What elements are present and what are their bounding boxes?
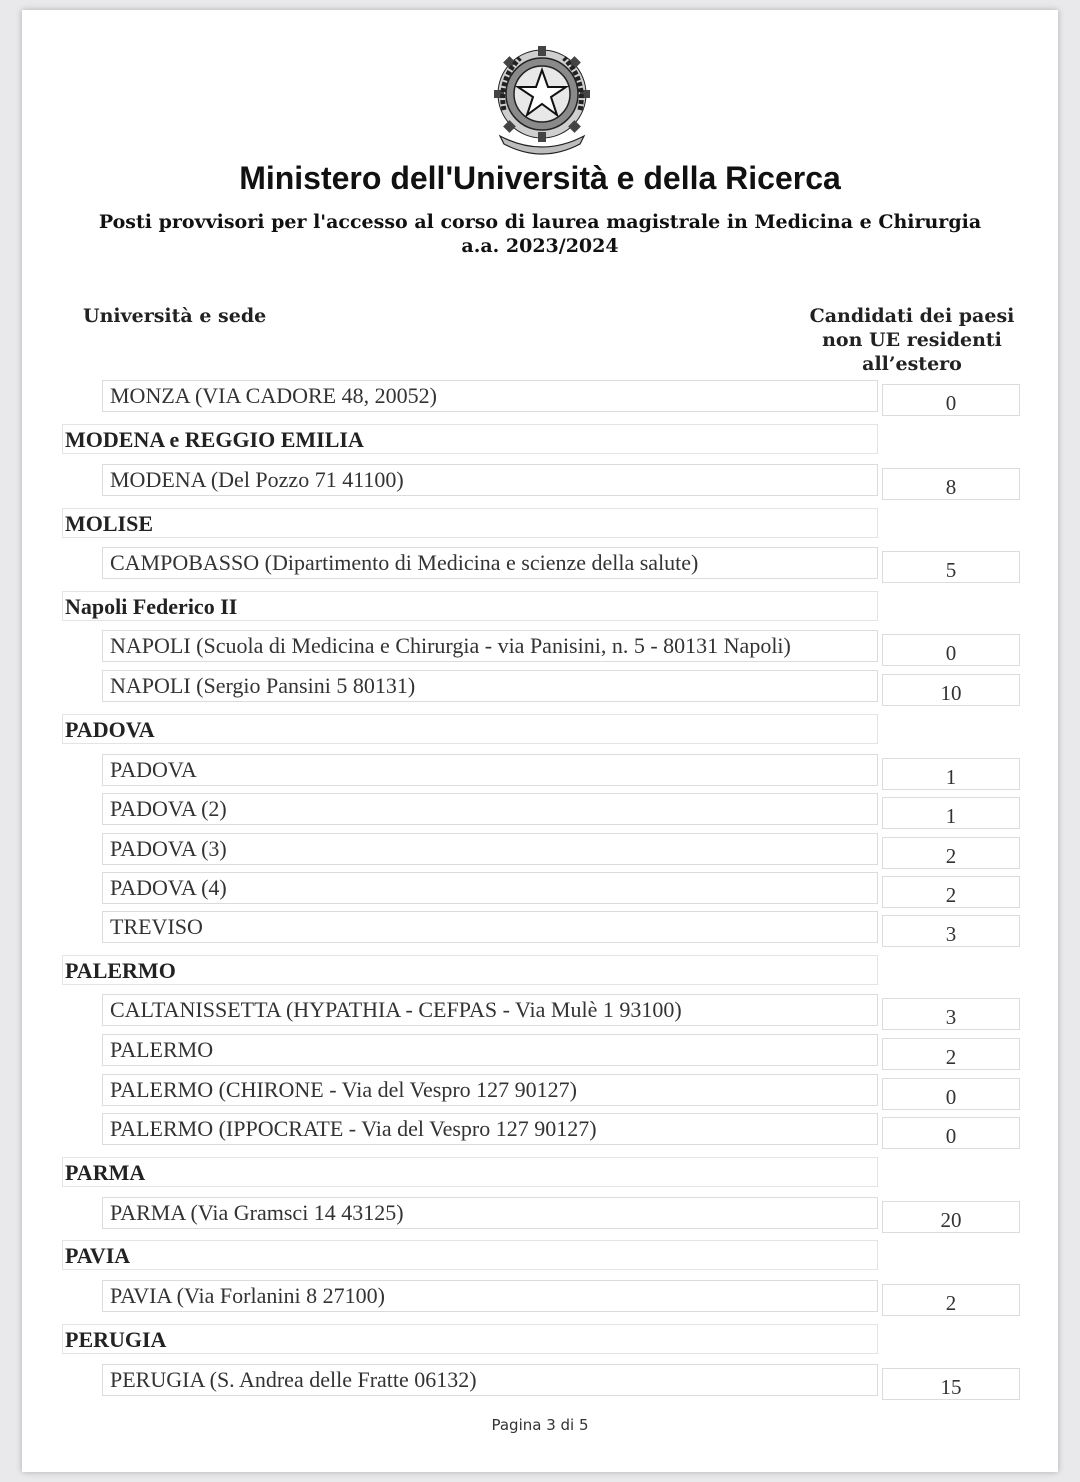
university-row: PERUGIA xyxy=(62,1324,878,1354)
seats-table xyxy=(22,10,1058,1472)
campus-row-label: PADOVA (2) xyxy=(102,793,878,825)
column-header-candidates-line-2: non UE residenti xyxy=(822,329,1002,351)
campus-row-seats: 20 xyxy=(882,1201,1020,1233)
campus-row-label: PERUGIA (S. Andrea delle Fratte 06132) xyxy=(102,1364,878,1396)
university-row: PADOVA xyxy=(62,714,878,744)
campus-row-seats: 2 xyxy=(882,1284,1020,1316)
campus-row-label: PADOVA (3) xyxy=(102,833,878,865)
campus-row-seats: 0 xyxy=(882,634,1020,666)
university-row: MODENA e REGGIO EMILIA xyxy=(62,424,878,454)
campus-row-seats: 3 xyxy=(882,998,1020,1030)
campus-row-seats: 2 xyxy=(882,876,1020,908)
campus-row-label: TREVISO xyxy=(102,911,878,943)
campus-row-label: CAMPOBASSO (Dipartimento di Medicina e scienze della salute) xyxy=(102,547,878,579)
campus-row-label: PAVIA (Via Forlanini 8 27100) xyxy=(102,1280,878,1312)
campus-row-label: PADOVA xyxy=(102,754,878,786)
university-row: MOLISE xyxy=(62,508,878,538)
campus-row-label: CALTANISSETTA (HYPATHIA - CEFPAS - Via Mulè 1 93100) xyxy=(102,994,878,1026)
document-page xyxy=(22,10,1058,1472)
campus-row-label: PALERMO (IPPOCRATE - Via del Vespro 127 90127) xyxy=(102,1113,878,1145)
campus-row-seats: 8 xyxy=(882,468,1020,500)
campus-row-label: PALERMO xyxy=(102,1034,878,1066)
campus-row-seats: 0 xyxy=(882,1078,1020,1110)
subtitle-line-2: a.a. 2023/2024 xyxy=(461,235,619,257)
university-row: PAVIA xyxy=(62,1240,878,1270)
subtitle-line-1: Posti provvisori per l'accesso al corso di laurea magistrale in Medicina e Chirurgia xyxy=(98,211,982,233)
university-row: Napoli Federico II xyxy=(62,591,878,621)
page-number: Pagina 3 di 5 xyxy=(491,1416,589,1434)
campus-row-label: NAPOLI (Scuola di Medicina e Chirurgia - via Panisini, n. 5 - 80131 Napoli) xyxy=(102,630,878,662)
campus-row-seats: 2 xyxy=(882,837,1020,869)
campus-row-label: NAPOLI (Sergio Pansini 5 80131) xyxy=(102,670,878,702)
campus-row-seats: 1 xyxy=(882,758,1020,790)
ministry-title: Ministero dell'Università e della Ricerca xyxy=(239,160,841,196)
campus-row-seats: 0 xyxy=(882,384,1020,416)
campus-row-seats: 2 xyxy=(882,1038,1020,1070)
campus-row-seats: 3 xyxy=(882,915,1020,947)
campus-row-seats: 15 xyxy=(882,1368,1020,1400)
column-header-candidates-line-1: Candidati dei paesi xyxy=(809,305,1015,327)
campus-row-seats: 5 xyxy=(882,551,1020,583)
campus-row-label: MODENA (Del Pozzo 71 41100) xyxy=(102,464,878,496)
campus-row-label: PADOVA (4) xyxy=(102,872,878,904)
campus-row-label: PARMA (Via Gramsci 14 43125) xyxy=(102,1197,878,1229)
campus-row-seats: 10 xyxy=(882,674,1020,706)
university-row: PARMA xyxy=(62,1157,878,1187)
university-row: PALERMO xyxy=(62,955,878,985)
column-header-candidates-line-3: all’estero xyxy=(862,353,962,375)
column-header-university: Università e sede xyxy=(83,305,267,327)
campus-row-seats: 1 xyxy=(882,797,1020,829)
campus-row-label: PALERMO (CHIRONE - Via del Vespro 127 90127) xyxy=(102,1074,878,1106)
campus-row-seats: 0 xyxy=(882,1117,1020,1149)
campus-row-label: MONZA (VIA CADORE 48, 20052) xyxy=(102,380,878,412)
